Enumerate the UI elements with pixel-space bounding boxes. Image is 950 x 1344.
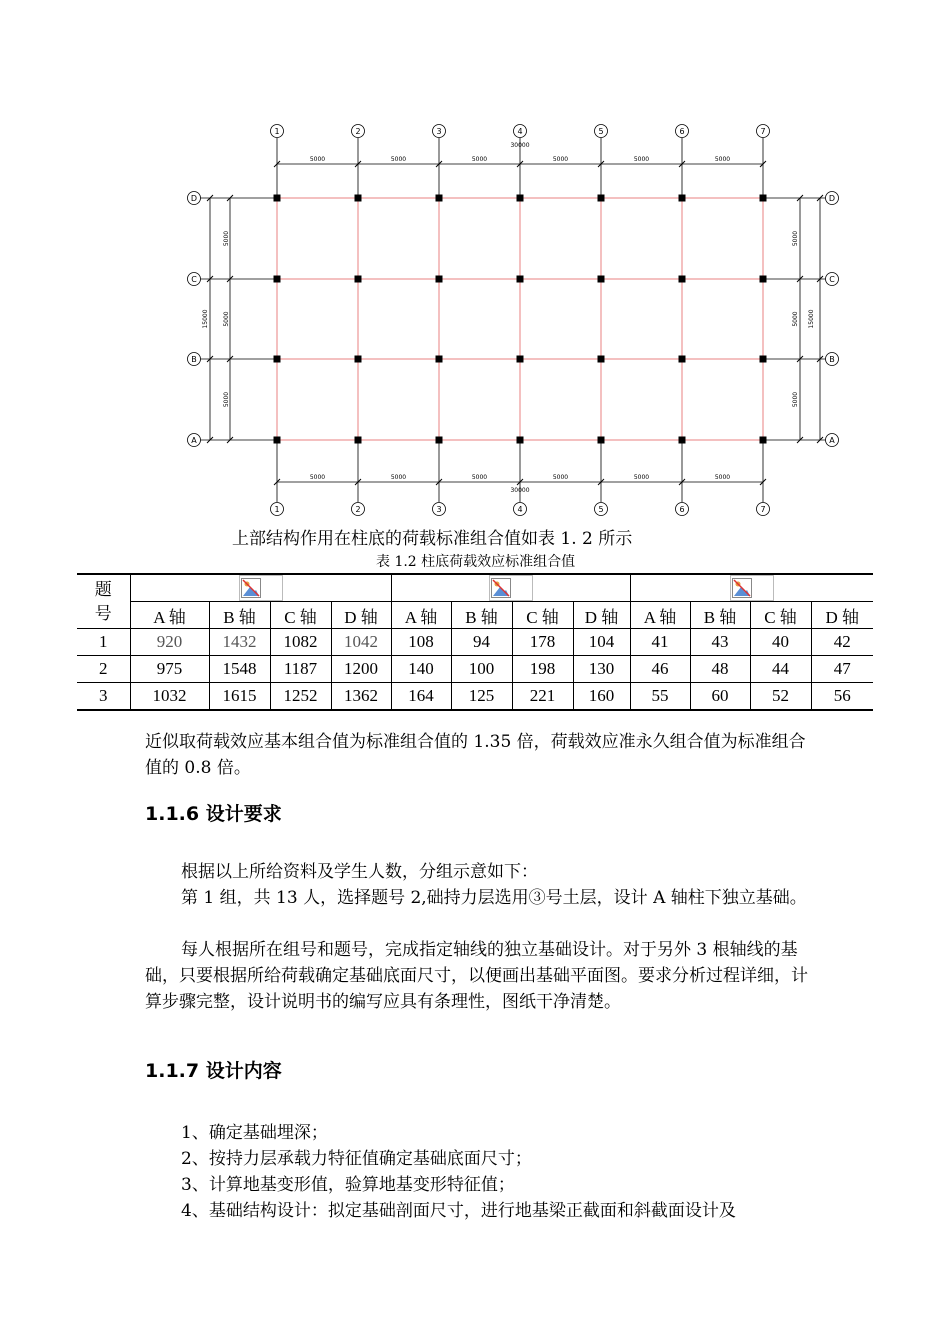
column-square — [598, 276, 605, 283]
axis-label: 5 — [598, 127, 604, 136]
cell: 41 — [630, 629, 690, 656]
axis-label: B — [829, 355, 835, 364]
column-square — [274, 356, 281, 363]
image-placeholder-icon — [730, 575, 774, 601]
dimension-label: 5000 — [223, 311, 230, 327]
group-header-image — [630, 574, 873, 602]
cell: 52 — [750, 683, 811, 711]
list-item: 3、计算地基变形值，验算地基变形特征值； — [181, 1175, 515, 1195]
axis-label: 5 — [598, 505, 604, 514]
table-row — [77, 683, 873, 711]
column-square — [355, 356, 362, 363]
column-square — [355, 195, 362, 202]
sub-header: B 轴 — [690, 602, 750, 629]
cell: 56 — [811, 683, 873, 711]
cell: 1187 — [270, 656, 331, 683]
cell: 130 — [573, 656, 630, 683]
axis-label: 3 — [436, 127, 442, 136]
cell: 1032 — [130, 683, 209, 711]
cell: 40 — [750, 629, 811, 656]
sub-header: D 轴 — [811, 602, 873, 629]
dimension-label: 5000 — [471, 474, 488, 481]
cell: 94 — [451, 629, 512, 656]
cell: 1082 — [270, 629, 331, 656]
dimension-label: 5000 — [223, 391, 230, 408]
cell: 160 — [573, 683, 630, 711]
dimension-label: 5000 — [223, 230, 230, 247]
column-square — [598, 195, 605, 202]
dimension-lines — [200, 138, 826, 502]
dimension-label: 5000 — [792, 230, 799, 247]
sub-header: A 轴 — [391, 602, 451, 629]
axis-label: A — [829, 436, 835, 445]
column-square — [598, 356, 605, 363]
cell: 100 — [451, 656, 512, 683]
load-table — [77, 573, 873, 711]
dimension-label: 5000 — [633, 474, 650, 481]
column-square — [436, 356, 443, 363]
column-square — [517, 276, 524, 283]
cell: 44 — [750, 656, 811, 683]
cell: 55 — [630, 683, 690, 711]
header-question-no: 题 号 — [77, 574, 130, 629]
cell: 1615 — [209, 683, 270, 711]
note-paragraph: 近似取荷载效应基本组合值为标准组合值的 1.35 倍，荷载效应准永久组合值为标准组合值的 0.8 倍。 — [145, 732, 806, 778]
column-square — [760, 195, 767, 202]
column-square — [517, 356, 524, 363]
sub-header: A 轴 — [130, 602, 209, 629]
section-heading: 1.1.6 设计要求 — [145, 803, 282, 825]
column-square — [598, 437, 605, 444]
column-square — [760, 356, 767, 363]
axis-label: 1 — [274, 127, 280, 136]
axis-label: 2 — [355, 505, 361, 514]
group-header-image — [130, 574, 391, 602]
list-item: 2、按持力层承载力特征值确定基础底面尺寸； — [181, 1149, 532, 1169]
axis-label: D — [828, 194, 836, 203]
cell: 1042 — [331, 629, 391, 656]
cell: 975 — [130, 656, 209, 683]
dimension-total-label: 15000 — [202, 309, 209, 329]
dimension-label: 5000 — [714, 156, 731, 163]
dimension-label: 5000 — [792, 311, 799, 327]
cell: 1548 — [209, 656, 270, 683]
row-no: 1 — [77, 629, 130, 656]
table-caption: 表 1.2 柱底荷载效应标准组合值 — [376, 554, 576, 570]
image-placeholder-icon — [489, 575, 533, 601]
dimension-label: 5000 — [309, 474, 326, 481]
row-no: 2 — [77, 656, 130, 683]
image-placeholder-icon — [239, 575, 283, 601]
column-square — [274, 195, 281, 202]
dimension-label: 5000 — [714, 474, 731, 481]
table-row — [77, 656, 873, 683]
axis-label: 3 — [436, 505, 442, 514]
cell: 104 — [573, 629, 630, 656]
column-square — [679, 356, 686, 363]
axis-label: 7 — [760, 505, 766, 514]
dimension-label: 5000 — [552, 156, 569, 163]
axis-label: A — [191, 436, 197, 445]
cell: 164 — [391, 683, 451, 711]
sub-header: B 轴 — [451, 602, 512, 629]
dimension-label: 5000 — [552, 474, 569, 481]
axis-bubbles — [188, 125, 839, 516]
cell: 1252 — [270, 683, 331, 711]
cell: 140 — [391, 656, 451, 683]
section-heading: 1.1.7 设计内容 — [145, 1060, 282, 1082]
axis-label: 7 — [760, 127, 766, 136]
axis-label: 6 — [679, 127, 685, 136]
column-square — [355, 437, 362, 444]
column-square — [274, 276, 281, 283]
cell: 46 — [630, 656, 690, 683]
cell: 1200 — [331, 656, 391, 683]
sub-header: C 轴 — [750, 602, 811, 629]
axis-label: 4 — [517, 127, 523, 136]
dimension-label: 5000 — [792, 391, 799, 408]
dimension-label: 5000 — [471, 156, 488, 163]
axis-label: C — [829, 275, 835, 284]
axis-label: C — [191, 275, 197, 284]
axis-label: 1 — [274, 505, 280, 514]
cell: 920 — [130, 629, 209, 656]
sub-header: C 轴 — [512, 602, 573, 629]
table-row — [77, 629, 873, 656]
cell: 42 — [811, 629, 873, 656]
column-square — [355, 276, 362, 283]
cell: 178 — [512, 629, 573, 656]
cell: 60 — [690, 683, 750, 711]
column-square — [436, 437, 443, 444]
column-square — [436, 276, 443, 283]
dimension-labels — [202, 142, 815, 494]
cell: 43 — [690, 629, 750, 656]
axis-label: 4 — [517, 505, 523, 514]
list-item: 1、确定基础埋深； — [181, 1123, 328, 1143]
column-square — [679, 195, 686, 202]
dimension-label: 5000 — [390, 474, 407, 481]
column-square — [679, 437, 686, 444]
dimension-label: 5000 — [390, 156, 407, 163]
dimension-total-label: 30000 — [510, 142, 530, 149]
column-square — [760, 437, 767, 444]
sub-header: B 轴 — [209, 602, 270, 629]
group-header-image — [391, 574, 630, 602]
cell: 221 — [512, 683, 573, 711]
cell: 1362 — [331, 683, 391, 711]
axis-label: D — [190, 194, 198, 203]
sub-header: D 轴 — [331, 602, 391, 629]
column-square — [517, 195, 524, 202]
column-grid-plan — [0, 0, 950, 520]
column-square — [679, 276, 686, 283]
paragraph: 第 1 组，共 13 人，选择题号 2,础持力层选用③号土层，设计 A 轴柱下独立基础。 — [181, 888, 807, 908]
sub-header: D 轴 — [573, 602, 630, 629]
paragraph: 根据以上所给资料及学生人数，分组示意如下： — [181, 862, 538, 882]
cell: 48 — [690, 656, 750, 683]
cell: 108 — [391, 629, 451, 656]
dimension-label: 5000 — [633, 156, 650, 163]
cell: 47 — [811, 656, 873, 683]
cell: 125 — [451, 683, 512, 711]
axis-label: B — [191, 355, 197, 364]
grid-lines — [277, 198, 763, 440]
paragraph: 每人根据所在组号和题号，完成指定轴线的独立基础设计。对于另外 3 根轴线的基础，只要根据所给荷载确定基础底面尺寸，以便画出基础平面图。要求分析过程详细，计算步骤完整，设计说明书的编写应具有条理性，图纸干净清楚。 — [145, 940, 808, 1012]
sub-header: A 轴 — [630, 602, 690, 629]
cell: 1432 — [209, 629, 270, 656]
dimension-total-label: 30000 — [510, 487, 530, 494]
column-square — [517, 437, 524, 444]
dimension-label: 5000 — [309, 156, 326, 163]
row-no: 3 — [77, 683, 130, 711]
sub-header: C 轴 — [270, 602, 331, 629]
plan-caption: 上部结构作用在柱底的荷载标准组合值如表 1. 2 所示 — [232, 529, 633, 549]
column-square — [760, 276, 767, 283]
column-square — [436, 195, 443, 202]
list-item: 4、基础结构设计：拟定基础剖面尺寸，进行地基梁正截面和斜截面设计及 — [181, 1201, 736, 1221]
cell: 198 — [512, 656, 573, 683]
dimension-total-label: 15000 — [808, 309, 815, 329]
column-square — [274, 437, 281, 444]
axis-label: 6 — [679, 505, 685, 514]
axis-label: 2 — [355, 127, 361, 136]
